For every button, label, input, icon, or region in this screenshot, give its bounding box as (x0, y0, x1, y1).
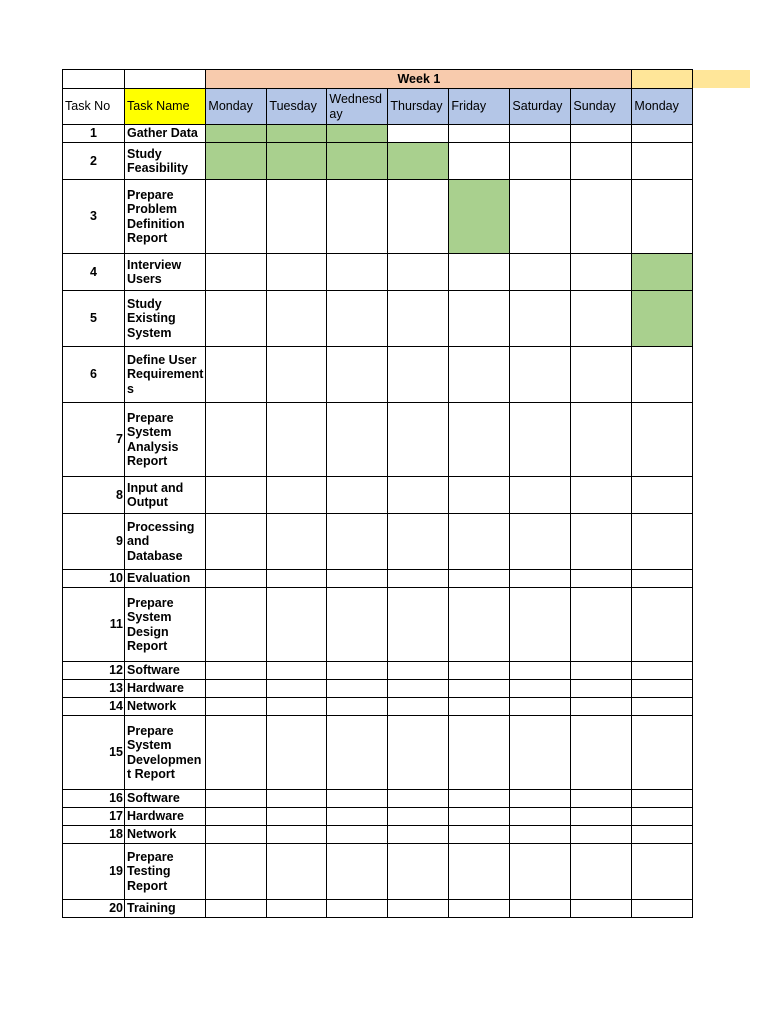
task-row (63, 514, 693, 570)
day-cell[interactable] (449, 716, 510, 790)
day-cell[interactable] (510, 698, 571, 716)
day-cell[interactable] (267, 588, 327, 662)
day-cell[interactable] (267, 790, 327, 808)
task-no-cell[interactable]: 20 (63, 900, 125, 918)
day-cell[interactable] (206, 790, 267, 808)
day-cell[interactable] (388, 180, 449, 254)
day-cell[interactable] (388, 698, 449, 716)
day-cell[interactable] (449, 570, 510, 588)
day-cell[interactable] (571, 716, 632, 790)
task-no-cell[interactable]: 17 (63, 808, 125, 826)
day-cell[interactable] (571, 844, 632, 900)
day-cell[interactable] (632, 403, 693, 477)
day-cell[interactable] (267, 403, 327, 477)
day-cell[interactable] (206, 254, 267, 291)
task-row (63, 180, 693, 254)
task-row (63, 291, 693, 347)
day-cell[interactable] (267, 900, 327, 918)
task-no-cell[interactable]: 4 (63, 254, 125, 291)
day-cell[interactable] (327, 808, 388, 826)
day-cell[interactable] (327, 254, 388, 291)
day-cell[interactable] (571, 662, 632, 680)
day-cell[interactable] (449, 808, 510, 826)
week-header-row (63, 70, 693, 89)
scheduled-day-cell[interactable] (327, 143, 388, 180)
day-cell[interactable] (206, 662, 267, 680)
day-cell[interactable] (510, 403, 571, 477)
day-cell[interactable] (388, 826, 449, 844)
day-cell[interactable] (206, 716, 267, 790)
task-name-cell[interactable]: Study Existing System (125, 291, 206, 347)
task-row (63, 790, 693, 808)
week1-header[interactable]: Week 1 (206, 70, 632, 89)
day-cell[interactable] (449, 477, 510, 514)
day-cell[interactable] (327, 716, 388, 790)
day-cell[interactable] (571, 514, 632, 570)
scheduled-day-cell[interactable] (206, 125, 267, 143)
day-cell[interactable] (388, 588, 449, 662)
day-cell[interactable] (632, 790, 693, 808)
day-cell[interactable] (206, 680, 267, 698)
day-cell[interactable] (571, 698, 632, 716)
task-no-cell[interactable]: 19 (63, 844, 125, 900)
scheduled-day-cell[interactable] (388, 143, 449, 180)
day-cell[interactable] (449, 125, 510, 143)
day-cell[interactable] (267, 716, 327, 790)
task-name-cell[interactable]: Hardware (125, 808, 206, 826)
day-cell[interactable] (327, 662, 388, 680)
day-cell[interactable] (267, 570, 327, 588)
day-cell[interactable] (327, 698, 388, 716)
task-row (63, 844, 693, 900)
day-cell[interactable] (206, 514, 267, 570)
day-cell[interactable] (571, 588, 632, 662)
day-cell[interactable] (510, 900, 571, 918)
day-cell[interactable] (632, 900, 693, 918)
scheduled-day-cell[interactable] (632, 291, 693, 347)
task-no-cell[interactable]: 6 (63, 347, 125, 403)
blank-cell[interactable] (63, 70, 125, 89)
day-cell[interactable] (632, 826, 693, 844)
task-row (63, 588, 693, 662)
day-cell[interactable] (449, 826, 510, 844)
task-name-cell[interactable]: Prepare Problem Definition Report (125, 180, 206, 254)
day-cell[interactable] (571, 477, 632, 514)
day-header-1[interactable]: Tuesday (267, 89, 327, 125)
day-cell[interactable] (388, 844, 449, 900)
task-no-cell[interactable]: 5 (63, 291, 125, 347)
day-cell[interactable] (510, 143, 571, 180)
day-cell[interactable] (267, 826, 327, 844)
day-cell[interactable] (510, 716, 571, 790)
task-name-cell[interactable]: Software (125, 662, 206, 680)
task-no-cell[interactable]: 8 (63, 477, 125, 514)
day-cell[interactable] (632, 680, 693, 698)
day-cell[interactable] (388, 900, 449, 918)
day-cell[interactable] (510, 125, 571, 143)
day-cell[interactable] (388, 403, 449, 477)
day-cell[interactable] (632, 570, 693, 588)
task-name-cell[interactable]: Study Feasibility (125, 143, 206, 180)
task-no-cell[interactable]: 1 (63, 125, 125, 143)
day-header-2[interactable]: Wednesd ay (327, 89, 388, 125)
task-no-cell[interactable]: 14 (63, 698, 125, 716)
day-cell[interactable] (510, 808, 571, 826)
task-name-cell[interactable]: Define User Requirement s (125, 347, 206, 403)
day-cell[interactable] (449, 143, 510, 180)
day-cell[interactable] (571, 254, 632, 291)
day-header-5[interactable]: Saturday (510, 89, 571, 125)
day-cell[interactable] (449, 900, 510, 918)
day-cell[interactable] (510, 477, 571, 514)
day-cell[interactable] (449, 291, 510, 347)
day-cell[interactable] (388, 477, 449, 514)
task-row (63, 403, 693, 477)
task-name-cell[interactable]: Processing and Database (125, 514, 206, 570)
day-cell[interactable] (510, 844, 571, 900)
task-no-cell[interactable]: 7 (63, 403, 125, 477)
day-cell[interactable] (632, 808, 693, 826)
day-cell[interactable] (449, 588, 510, 662)
day-cell[interactable] (449, 698, 510, 716)
day-cell[interactable] (510, 826, 571, 844)
day-cell[interactable] (632, 716, 693, 790)
day-cell[interactable] (206, 900, 267, 918)
day-cell[interactable] (449, 680, 510, 698)
day-cell[interactable] (206, 808, 267, 826)
day-cell[interactable] (388, 514, 449, 570)
day-cell[interactable] (206, 570, 267, 588)
day-cell[interactable] (632, 662, 693, 680)
day-cell[interactable] (327, 347, 388, 403)
day-cell[interactable] (449, 662, 510, 680)
day-cell[interactable] (571, 347, 632, 403)
task-name-cell[interactable]: Network (125, 698, 206, 716)
day-cell[interactable] (267, 844, 327, 900)
scheduled-day-cell[interactable] (206, 143, 267, 180)
task-no-cell[interactable]: 12 (63, 662, 125, 680)
scheduled-day-cell[interactable] (449, 180, 510, 254)
day-cell[interactable] (510, 514, 571, 570)
day-cell[interactable] (571, 143, 632, 180)
day-header-6[interactable]: Sunday (571, 89, 632, 125)
day-cell[interactable] (571, 291, 632, 347)
day-cell[interactable] (327, 291, 388, 347)
day-cell[interactable] (206, 588, 267, 662)
day-cell[interactable] (267, 698, 327, 716)
day-cell[interactable] (267, 477, 327, 514)
task-name-cell[interactable]: Prepare System Developmen t Report (125, 716, 206, 790)
week2-header-overflow (690, 70, 750, 88)
day-cell[interactable] (327, 477, 388, 514)
task-name-cell[interactable]: Training (125, 900, 206, 918)
day-cell[interactable] (571, 180, 632, 254)
task-name-cell[interactable]: Prepare System Design Report (125, 588, 206, 662)
task-no-cell[interactable]: 15 (63, 716, 125, 790)
task-no-header[interactable]: Task No (63, 89, 125, 125)
day-cell[interactable] (510, 180, 571, 254)
task-row (63, 570, 693, 588)
task-row (63, 680, 693, 698)
day-cell[interactable] (388, 662, 449, 680)
day-cell[interactable] (510, 347, 571, 403)
day-header-row (63, 89, 693, 125)
task-name-cell[interactable]: Software (125, 790, 206, 808)
day-cell[interactable] (449, 514, 510, 570)
day-cell[interactable] (510, 291, 571, 347)
scheduled-day-cell[interactable] (632, 254, 693, 291)
task-no-cell[interactable]: 2 (63, 143, 125, 180)
task-no-cell[interactable]: 18 (63, 826, 125, 844)
task-no-cell[interactable]: 10 (63, 570, 125, 588)
task-row (63, 662, 693, 680)
scheduled-day-cell[interactable] (267, 125, 327, 143)
day-cell[interactable] (327, 570, 388, 588)
task-name-cell[interactable]: Gather Data (125, 125, 206, 143)
day-cell[interactable] (206, 698, 267, 716)
day-cell[interactable] (388, 680, 449, 698)
day-cell[interactable] (267, 662, 327, 680)
day-cell[interactable] (388, 570, 449, 588)
scheduled-day-cell[interactable] (327, 125, 388, 143)
task-row (63, 716, 693, 790)
task-no-cell[interactable]: 11 (63, 588, 125, 662)
task-row (63, 808, 693, 826)
task-row (63, 254, 693, 291)
day-cell[interactable] (206, 180, 267, 254)
day-cell[interactable] (267, 291, 327, 347)
day-cell[interactable] (388, 125, 449, 143)
day-cell[interactable] (571, 808, 632, 826)
task-row (63, 125, 693, 143)
day-cell[interactable] (510, 588, 571, 662)
task-name-cell[interactable]: Hardware (125, 680, 206, 698)
day-cell[interactable] (327, 790, 388, 808)
day-header-7[interactable]: Monday (632, 89, 693, 125)
day-cell[interactable] (206, 477, 267, 514)
day-cell[interactable] (632, 143, 693, 180)
task-row (63, 900, 693, 918)
day-cell[interactable] (388, 254, 449, 291)
day-cell[interactable] (327, 180, 388, 254)
day-cell[interactable] (571, 570, 632, 588)
day-cell[interactable] (571, 900, 632, 918)
day-cell[interactable] (388, 291, 449, 347)
task-row (63, 826, 693, 844)
day-cell[interactable] (632, 844, 693, 900)
gantt-schedule-table (62, 69, 693, 918)
day-cell[interactable] (327, 900, 388, 918)
day-cell[interactable] (267, 808, 327, 826)
day-cell[interactable] (632, 347, 693, 403)
day-cell[interactable] (327, 403, 388, 477)
day-cell[interactable] (510, 790, 571, 808)
day-cell[interactable] (206, 403, 267, 477)
task-row (63, 477, 693, 514)
day-cell[interactable] (388, 808, 449, 826)
day-cell[interactable] (327, 680, 388, 698)
day-cell[interactable] (267, 347, 327, 403)
day-cell[interactable] (510, 680, 571, 698)
day-cell[interactable] (267, 514, 327, 570)
task-no-cell[interactable]: 16 (63, 790, 125, 808)
day-cell[interactable] (206, 347, 267, 403)
day-cell[interactable] (449, 254, 510, 291)
day-cell[interactable] (571, 403, 632, 477)
day-cell[interactable] (449, 790, 510, 808)
task-name-cell[interactable]: Evaluation (125, 570, 206, 588)
day-cell[interactable] (632, 125, 693, 143)
day-cell[interactable] (632, 698, 693, 716)
day-cell[interactable] (388, 347, 449, 403)
day-cell[interactable] (327, 514, 388, 570)
day-cell[interactable] (449, 403, 510, 477)
day-header-4[interactable]: Friday (449, 89, 510, 125)
week2-header[interactable] (632, 70, 693, 89)
day-cell[interactable] (327, 844, 388, 900)
day-cell[interactable] (206, 291, 267, 347)
task-row (63, 143, 693, 180)
day-cell[interactable] (327, 588, 388, 662)
day-cell[interactable] (571, 790, 632, 808)
day-cell[interactable] (206, 844, 267, 900)
day-cell[interactable] (632, 588, 693, 662)
day-cell[interactable] (632, 514, 693, 570)
task-name-cell[interactable]: Prepare System Analysis Report (125, 403, 206, 477)
blank-cell[interactable] (125, 70, 206, 89)
scheduled-day-cell[interactable] (267, 143, 327, 180)
day-cell[interactable] (632, 180, 693, 254)
day-cell[interactable] (510, 570, 571, 588)
day-cell[interactable] (267, 180, 327, 254)
day-header-3[interactable]: Thursday (388, 89, 449, 125)
day-cell[interactable] (571, 680, 632, 698)
day-cell[interactable] (388, 790, 449, 808)
task-no-cell[interactable]: 13 (63, 680, 125, 698)
day-cell[interactable] (267, 254, 327, 291)
task-no-cell[interactable]: 3 (63, 180, 125, 254)
day-cell[interactable] (449, 347, 510, 403)
day-cell[interactable] (632, 477, 693, 514)
task-name-cell[interactable]: Network (125, 826, 206, 844)
day-cell[interactable] (267, 680, 327, 698)
task-name-cell[interactable]: Interview Users (125, 254, 206, 291)
task-row (63, 698, 693, 716)
day-cell[interactable] (510, 662, 571, 680)
task-no-cell[interactable]: 9 (63, 514, 125, 570)
day-header-0[interactable]: Monday (206, 89, 267, 125)
task-name-cell[interactable]: Input and Output (125, 477, 206, 514)
day-cell[interactable] (206, 826, 267, 844)
day-cell[interactable] (327, 826, 388, 844)
day-cell[interactable] (388, 716, 449, 790)
day-cell[interactable] (510, 254, 571, 291)
task-name-header[interactable]: Task Name (125, 89, 206, 125)
day-cell[interactable] (571, 125, 632, 143)
task-name-cell[interactable]: Prepare Testing Report (125, 844, 206, 900)
task-row (63, 347, 693, 403)
day-cell[interactable] (449, 844, 510, 900)
day-cell[interactable] (571, 826, 632, 844)
